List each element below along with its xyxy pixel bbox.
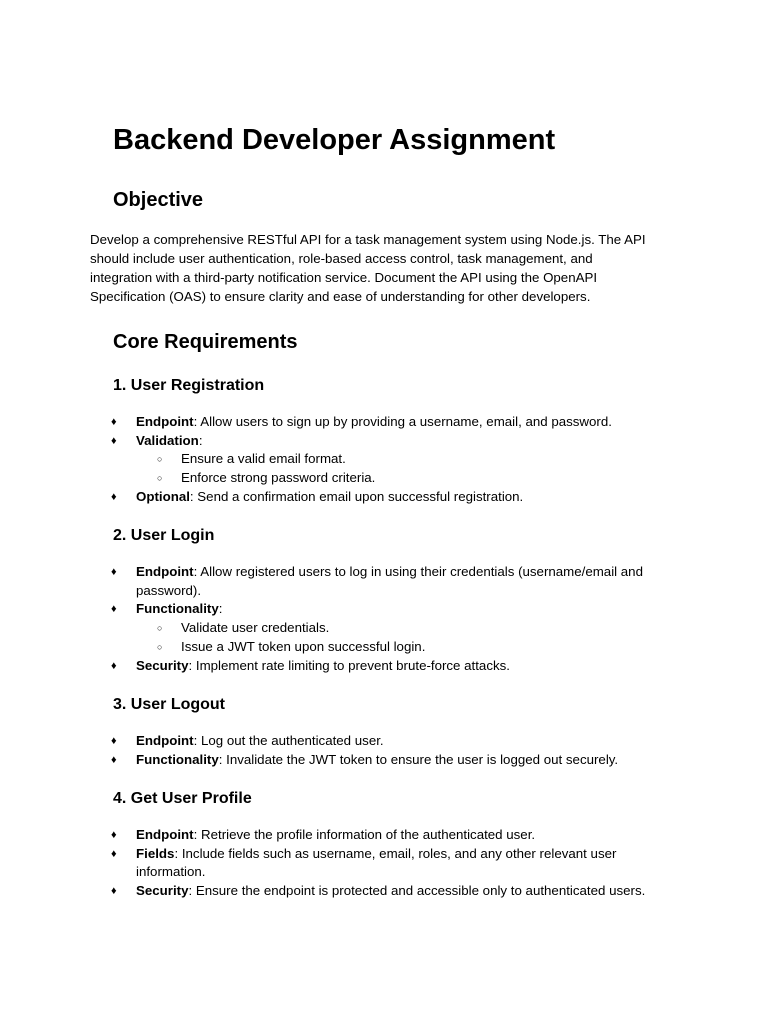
circle-bullet-icon: ○ [157, 473, 163, 484]
item-label: Fields [136, 845, 175, 861]
document-title: Backend Developer Assignment [113, 124, 556, 156]
list-item [0, 432, 676, 451]
item-text: : Log out the authenticated user. [193, 733, 384, 748]
diamond-bullet-icon: ♦ [111, 416, 117, 428]
item-label: Endpoint [136, 564, 194, 579]
diamond-bullet-icon: ♦ [111, 735, 117, 747]
item-label: Security [136, 883, 189, 899]
section-list-user-login [0, 563, 768, 675]
list-item [0, 488, 676, 507]
item-text: : Retrieve the profile information of the authenticated user. [193, 827, 536, 842]
section-heading-user-registration: 1. User Registration [113, 377, 265, 394]
diamond-bullet-icon: ♦ [111, 434, 117, 447]
section-heading-get-user-profile: 4. Get User Profile [113, 790, 252, 807]
item-text: : Send a confirmation email upon successful registration. [189, 488, 524, 504]
objective-line: Develop a comprehensive RESTful API for a task management system using Node.js. The API [90, 232, 646, 247]
diamond-bullet-icon: ♦ [111, 829, 117, 841]
sub-list-item [0, 469, 768, 488]
list-item [0, 732, 676, 751]
item-label: Endpoint [136, 827, 194, 842]
item-label: Endpoint [136, 414, 194, 429]
diamond-bullet-icon: ♦ [111, 566, 117, 578]
list-item [0, 413, 676, 432]
circle-bullet-icon: ○ [157, 623, 163, 634]
sub-list-item [0, 450, 768, 469]
diamond-bullet-icon: ♦ [111, 753, 117, 766]
core-requirements-heading: Core Requirements [113, 331, 298, 353]
sub-item-text: Issue a JWT token upon successful login. [181, 638, 426, 654]
sub-list-item [0, 638, 768, 657]
diamond-bullet-icon: ♦ [111, 885, 117, 898]
sub-item-text: Validate user credentials. [181, 620, 330, 636]
item-text: : [198, 432, 203, 448]
sub-item-text: Ensure a valid email format. [181, 451, 346, 467]
item-label: Security [136, 657, 189, 673]
section-list-user-registration [0, 413, 768, 507]
section-list-get-user-profile [0, 826, 768, 901]
section-heading-user-login: 2. User Login [113, 527, 215, 544]
list-item [0, 657, 676, 676]
diamond-bullet-icon: ♦ [111, 603, 117, 616]
objective-heading: Objective [113, 189, 204, 211]
item-text: : [218, 601, 223, 617]
item-text: : Allow registered users to log in using their credentials (username/email and password). [136, 564, 643, 598]
sub-list-item [0, 619, 768, 638]
item-text: : Implement rate limiting to prevent brute-force attacks. [188, 657, 510, 673]
list-item [0, 882, 676, 901]
list-item [0, 563, 676, 600]
circle-bullet-icon: ○ [157, 641, 163, 652]
list-item [0, 826, 676, 845]
diamond-bullet-icon: ♦ [111, 847, 117, 860]
item-label: Optional [136, 488, 190, 504]
item-text: : Ensure the endpoint is protected and accessible only to authenticated users. [188, 883, 646, 899]
item-label: Endpoint [136, 733, 194, 748]
item-text: : Allow users to sign up by providing a username, email, and password. [193, 414, 612, 429]
objective-line: should include user authentication, role-based access control, task management, and [90, 251, 593, 266]
section-heading-user-logout: 3. User Logout [113, 696, 226, 713]
objective-line: integration with a third-party notification service. Document the API using the OpenAPI [90, 270, 598, 285]
circle-bullet-icon: ○ [157, 454, 163, 465]
objective-paragraph [90, 230, 680, 306]
section-list-user-logout [0, 732, 768, 769]
list-item [0, 845, 676, 882]
diamond-bullet-icon: ♦ [111, 490, 117, 503]
list-item [0, 600, 676, 619]
list-item [0, 751, 676, 770]
item-text: : Include fields such as username, email, roles, and any other relevant user information. [136, 845, 617, 880]
item-label: Functionality [136, 751, 219, 767]
objective-line: Specification (OAS) to ensure clarity and ease of understanding for other developers. [90, 289, 591, 304]
item-text: : Invalidate the JWT token to ensure the user is logged out securely. [218, 751, 619, 767]
item-label: Validation [136, 432, 199, 448]
diamond-bullet-icon: ♦ [111, 659, 117, 672]
item-label: Functionality [136, 601, 219, 617]
sub-item-text: Enforce strong password criteria. [181, 470, 376, 486]
